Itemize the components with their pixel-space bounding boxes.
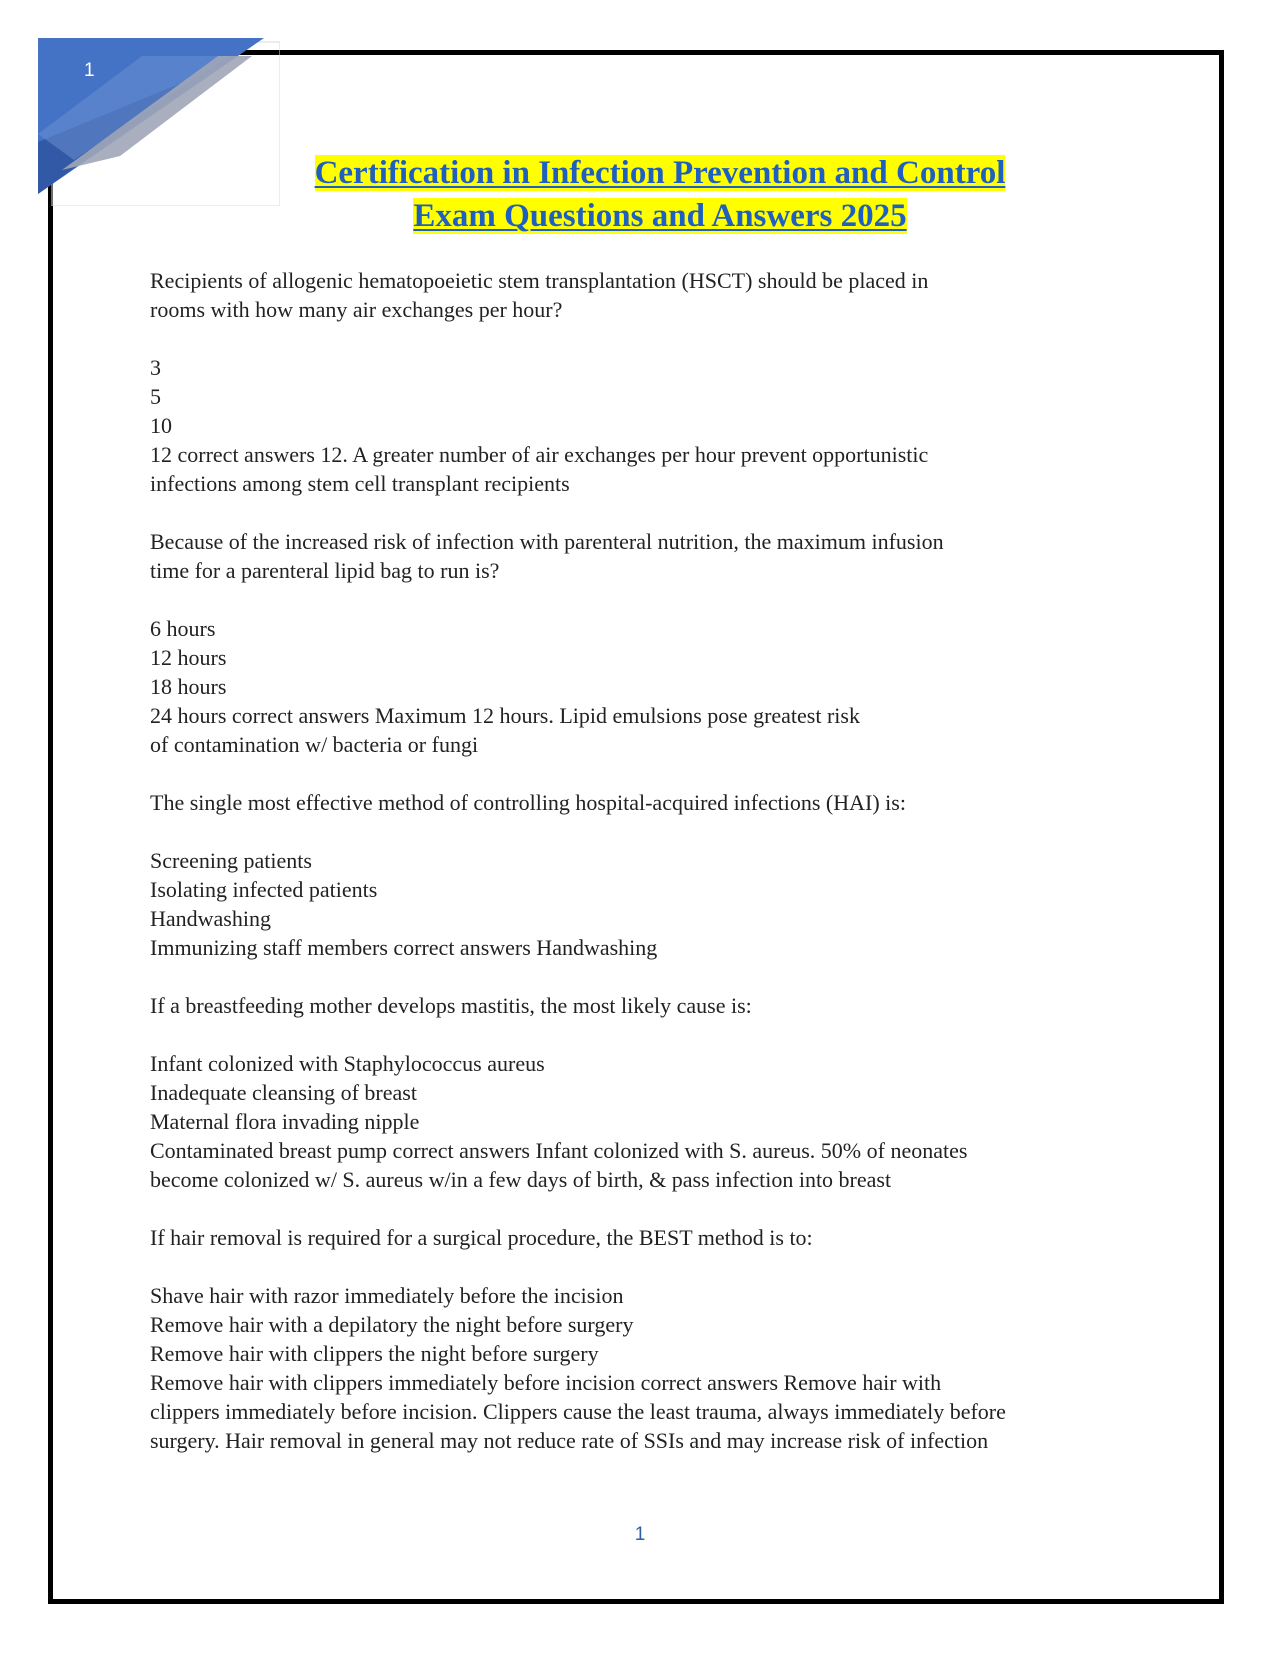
- answer-explanation: Contaminated breast pump correct answers Infant colonized with S. aureus. 50% of neonates: [150, 1138, 968, 1163]
- answer-explanation: surgery. Hair removal in general may not reduce rate of SSIs and may increase risk of infection: [150, 1428, 989, 1453]
- question-text: If hair removal is required for a surgical procedure, the BEST method is to:: [150, 1225, 813, 1250]
- answer-explanation: clippers immediately before incision. Clippers cause the least trauma, always immediately before: [150, 1399, 1006, 1424]
- footer-page-number: 1: [634, 1524, 646, 1545]
- answer-option: Remove hair with clippers the night before surgery: [150, 1341, 599, 1366]
- answer-explanation: 12 correct answers 12. A greater number of air exchanges per hour prevent opportunistic: [150, 442, 929, 467]
- question-text: Because of the increased risk of infection with parenteral nutrition, the maximum infusion: [150, 529, 944, 554]
- answer-option: Remove hair with a depilatory the night before surgery: [150, 1312, 634, 1337]
- document-body: [150, 266, 1150, 1484]
- answer-option: Maternal flora invading nipple: [150, 1109, 420, 1134]
- answer-explanation: 24 hours correct answers Maximum 12 hours. Lipid emulsions pose greatest risk: [150, 703, 860, 728]
- answer-option: 6 hours: [150, 616, 216, 641]
- qa-block: [150, 1223, 1150, 1455]
- title-line-1: Certification in Infection Prevention and Control: [314, 155, 1006, 191]
- answer-option: 18 hours: [150, 674, 227, 699]
- header-page-number: 1: [84, 60, 95, 81]
- answer-option: Shave hair with razor immediately before the incision: [150, 1283, 624, 1308]
- document-title: [150, 152, 1170, 238]
- qa-block: [150, 527, 1150, 759]
- answer-explanation: infections among stem cell transplant recipients: [150, 471, 570, 496]
- answer-option: Screening patients: [150, 848, 312, 873]
- answer-explanation: become colonized w/ S. aureus w/in a few days of birth, & pass infection into breast: [150, 1167, 892, 1192]
- qa-block: [150, 991, 1150, 1194]
- qa-block: [150, 788, 1150, 962]
- question-text: Recipients of allogenic hematopoeietic stem transplantation (HSCT) should be placed in: [150, 268, 929, 293]
- answer-option: 12 hours: [150, 645, 227, 670]
- qa-block: [150, 266, 1150, 498]
- answer-explanation: of contamination w/ bacteria or fungi: [150, 732, 479, 757]
- question-text: time for a parenteral lipid bag to run is?: [150, 558, 500, 583]
- answer-option: 3: [150, 355, 161, 380]
- answer-option: Handwashing: [150, 906, 271, 931]
- answer-option: 5: [150, 384, 161, 409]
- answer-option: Infant colonized with Staphylococcus aureus: [150, 1051, 545, 1076]
- answer-option: 10: [150, 413, 172, 438]
- answer-explanation: Immunizing staff members correct answers Handwashing: [150, 935, 658, 960]
- question-text: rooms with how many air exchanges per hour?: [150, 297, 563, 322]
- question-text: The single most effective method of controlling hospital-acquired infections (HAI) is:: [150, 790, 906, 815]
- question-text: If a breastfeeding mother develops mastitis, the most likely cause is:: [150, 993, 752, 1018]
- answer-option: Isolating infected patients: [150, 877, 378, 902]
- answer-option: Inadequate cleansing of breast: [150, 1080, 417, 1105]
- answer-explanation: Remove hair with clippers immediately before incision correct answers Remove hair with: [150, 1370, 942, 1395]
- title-line-2: Exam Questions and Answers 2025: [413, 198, 907, 234]
